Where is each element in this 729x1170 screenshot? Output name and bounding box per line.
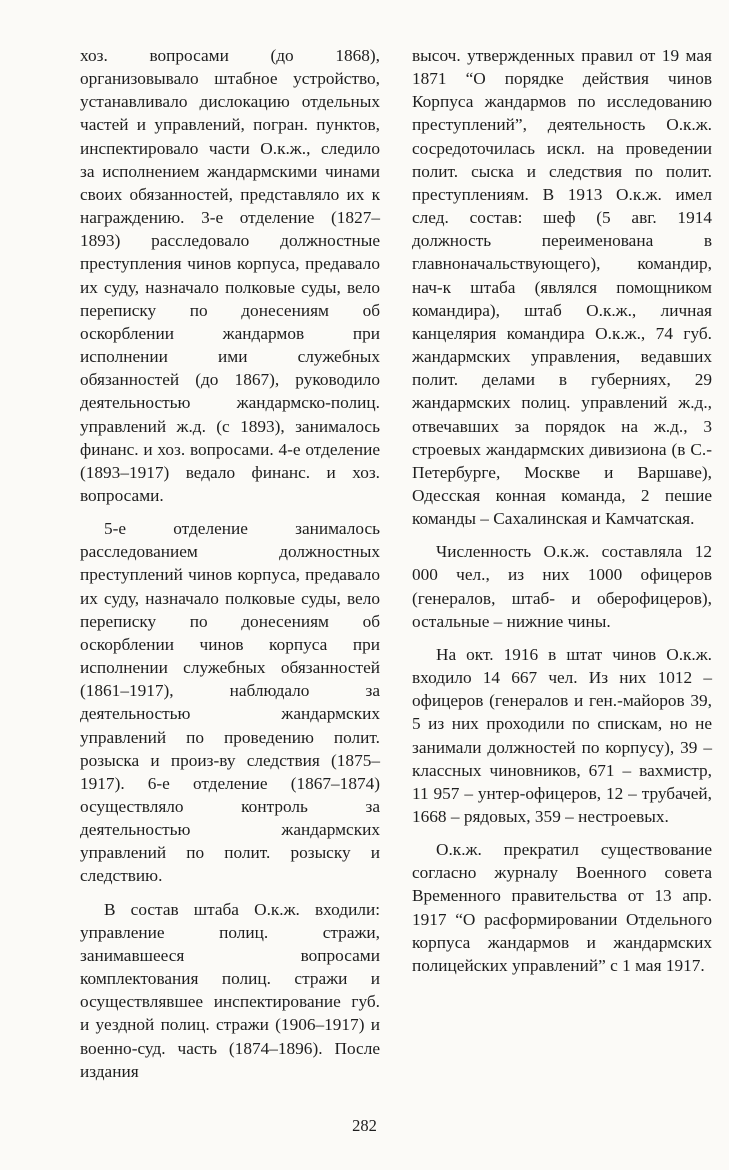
left-column <box>80 44 380 1083</box>
paragraph: Численность О.к.ж. составляла 12 000 чел., из них 1000 офицеров (генералов, штаб- и оберофицеров), остальные – нижние чины. <box>412 542 712 631</box>
right-column <box>412 44 712 977</box>
paragraph: высоч. утвержденных правил от 19 мая 1871 “О порядке действия чинов Корпуса жандармов по исследованию преступлений”, деятельность О.к.ж. сосредоточилась искл. на проведении полит. сыска и следствия по полит. преступлениям. В 1913 О.к.ж. имел след. состав: шеф (5 авг. 1914 должность переименована в главноначальствующего), командир, нач-к штаба (являлся помощником командира), штаб О.к.ж., личная канцелярия командира О.к.ж., 74 губ. жандармских управления, ведавших полит. делами в губерниях, 29 жандармских полиц. управлений ж.д., отвечавших за порядок на ж.д., 3 строевых жандармских дивизиона (в С.-Петербурге, Москве и Варшаве), Одесская конная команда, 2 пешие команды – Сахалинская и Камчатская. <box>412 46 712 529</box>
paragraph: В состав штаба О.к.ж. входили: управление полиц. стражи, занимавшееся вопросами комплектования полиц. стражи и осуществлявшее инспектирование губ. и уездной полиц. стражи (1906–1917) и военно-суд. часть (1874–1896). После издания <box>80 899 380 1081</box>
paragraph: На окт. 1916 в штат чинов О.к.ж. входило 14 667 чел. Из них 1012 – офицеров (генералов и ген.-майоров 39, 5 из них проходили по спискам, но не занимали должностей по корпусу), 39 – классных чиновников, 671 – вахмистр, 11 957 – унтер-офицеров, 12 – трубачей, 1668 – рядовых, 359 – нестроевых. <box>412 644 712 826</box>
paragraph: О.к.ж. прекратил существование согласно журналу Военного совета Временного правительства от 13 апр. 1917 “О расформировании Отдельного корпуса жандармов и жандармских полицейских управлений” с 1 мая 1917. <box>412 840 712 975</box>
page-number: 282 <box>352 1116 377 1135</box>
paragraph: хоз. вопросами (до 1868), организовывало штабное устройство, устанавливало дислокацию отдельных частей и управлений, погран. пунктов, инспектировало части О.к.ж., следило за исполнением жандармскими чинами своих обязанностей, представляло их к награждению. 3-е отделение (1827–1893) расследовало должностные преступления чинов корпуса, предавало их суду, назначало полковые суды, вело переписку по донесениям об оскорблении жандармов при исполнении ими служебных обязанностей (до 1867), руководило деятельностью жандармско-полиц. управлений ж.д. (с 1893), занималось финанс. и хоз. вопросами. 4-е отделение (1893–1917) ведало финанс. и хоз. вопросами. <box>80 46 380 505</box>
paragraph: 5-е отделение занималось расследованием должностных преступлений чинов корпуса, предавало их суду, назначало полковые суды, вело переписку по донесениям об оскорблении чинов корпуса при исполнении служебных обязанностей (1861–1917), наблюдало за деятельностью жандармских управлений по проведению полит. розыска и произ-ву следствия (1875–1917). 6-е отделение (1867–1874) осуществляло контроль за деятельностью жандармских управлений по полит. розыску и следствию. <box>80 519 380 886</box>
